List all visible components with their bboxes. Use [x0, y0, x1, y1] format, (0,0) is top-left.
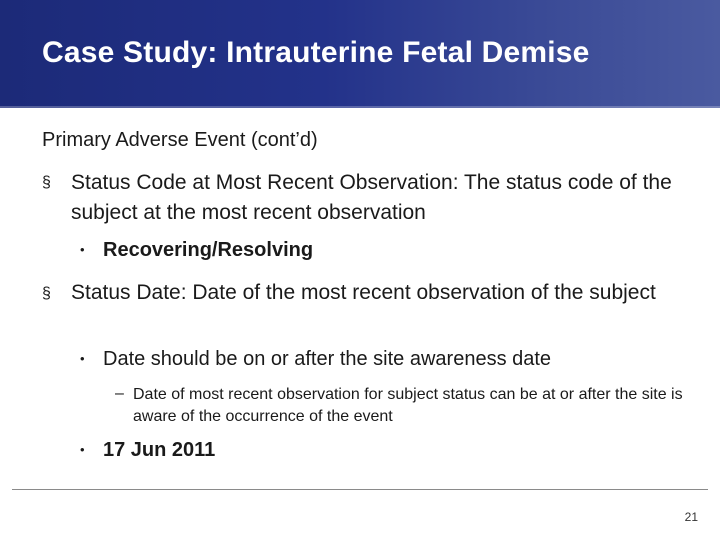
footer-rule	[12, 489, 708, 490]
square-bullet-icon: §	[42, 285, 51, 302]
sub-bullet-date-rule: Date should be on or after the site awareness date	[103, 348, 552, 370]
dot-bullet-icon: •	[80, 351, 85, 366]
slide-title: Case Study: Intrauterine Fetal Demise	[42, 36, 590, 69]
dash-bullet-icon: –	[115, 385, 124, 402]
sub-sub-bullet-observation-date: Date of most recent observation for subject status can be at or after the site is aware of the occurrence of the event	[133, 386, 683, 425]
sub-bullet-date-value: 17 Jun 2011	[103, 439, 216, 461]
bullet-status-date: Status Date: Date of the most recent observation of the subject	[71, 281, 656, 304]
bullet-status-code: Status Code at Most Recent Observation: The status code of the subject at the most recent observation	[71, 171, 672, 224]
page-number: 21	[684, 510, 698, 524]
slide-subheading: Primary Adverse Event (cont’d)	[42, 129, 318, 151]
sub-bullet-recovering: Recovering/Resolving	[103, 239, 314, 261]
square-bullet-icon: §	[42, 174, 51, 191]
dot-bullet-icon: •	[80, 442, 85, 457]
dot-bullet-icon: •	[80, 242, 85, 257]
